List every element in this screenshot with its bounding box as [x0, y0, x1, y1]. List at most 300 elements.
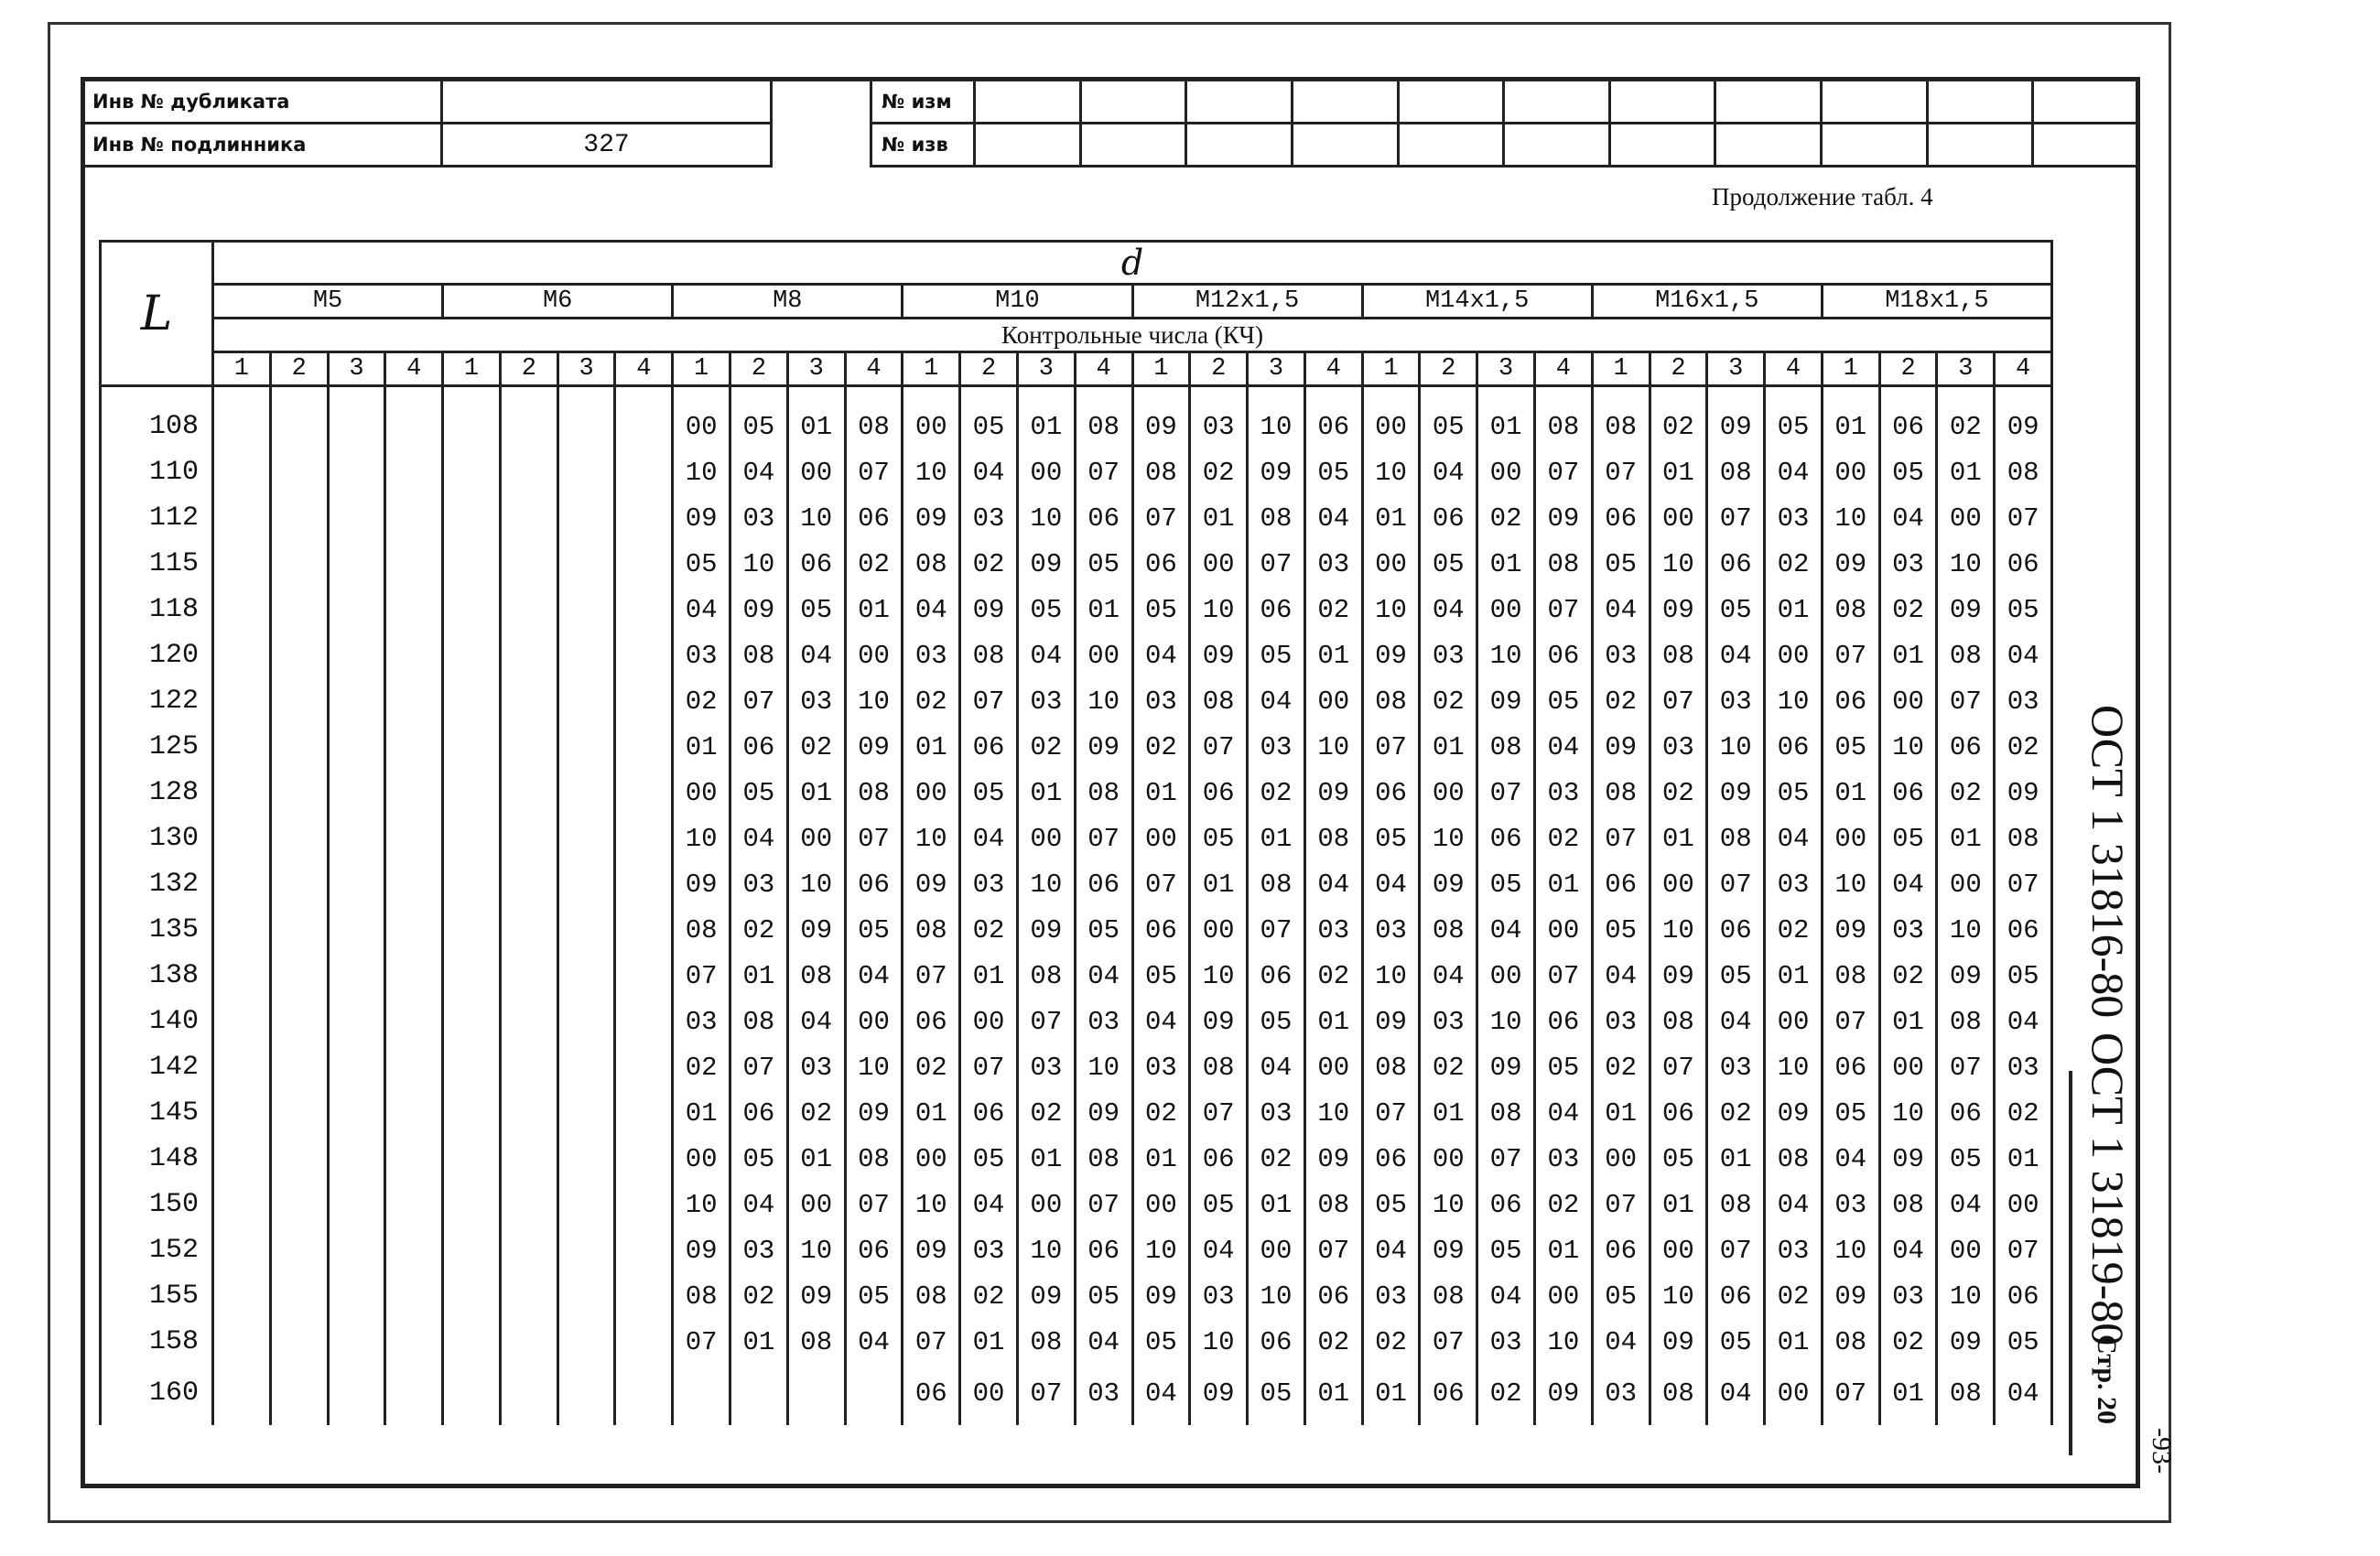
control-number-cell [270, 770, 328, 816]
control-number-cell: 09 [960, 587, 1018, 632]
control-number-cell: 05 [1592, 907, 1650, 953]
control-number-cell: 01 [1017, 770, 1075, 816]
control-number-cell: 06 [845, 861, 903, 907]
size-header: M6 [443, 285, 673, 319]
size-header: M10 [903, 285, 1132, 319]
control-number-cell: 07 [1075, 1182, 1132, 1227]
row-length-value: 118 [101, 587, 213, 632]
control-number-cell: 00 [903, 386, 960, 450]
control-number-cell: 03 [1132, 678, 1190, 724]
control-number-cell: 10 [1477, 632, 1535, 678]
control-number-cell [213, 1182, 271, 1227]
control-number-cell: 01 [1765, 953, 1823, 999]
control-number-cell: 05 [1017, 587, 1075, 632]
table-row [101, 495, 2052, 541]
control-number-cell: 08 [1304, 816, 1362, 861]
control-number-cell: 10 [1477, 999, 1535, 1044]
control-number-cell [270, 724, 328, 770]
control-number-cell: 09 [1937, 587, 1995, 632]
control-number-cell [500, 1136, 557, 1182]
control-number-cell: 08 [1534, 386, 1592, 450]
subcolumn-header: 2 [960, 352, 1018, 386]
control-number-cell: 02 [1420, 678, 1477, 724]
control-number-cell [385, 816, 443, 861]
control-number-cell: 00 [1937, 495, 1995, 541]
control-number-cell: 08 [1592, 386, 1650, 450]
control-number-cell: 10 [1017, 1227, 1075, 1273]
control-number-cell: 05 [1190, 816, 1248, 861]
control-number-cell: 10 [1248, 386, 1305, 450]
control-number-cell [270, 1090, 328, 1136]
control-number-cell: 03 [1075, 999, 1132, 1044]
control-number-cell [557, 907, 615, 953]
control-number-cell: 02 [1534, 1182, 1592, 1227]
control-number-cell: 02 [1765, 907, 1823, 953]
control-number-cell: 02 [1937, 770, 1995, 816]
control-number-cell [385, 386, 443, 450]
subcolumn-header: 4 [845, 352, 903, 386]
control-number-cell: 03 [1420, 999, 1477, 1044]
control-number-cell: 03 [1592, 1365, 1650, 1425]
control-number-cell: 06 [1248, 953, 1305, 999]
control-number-cell: 02 [1995, 724, 2052, 770]
control-number-cell: 07 [1707, 861, 1765, 907]
control-number-cell: 09 [1075, 724, 1132, 770]
control-number-cell [385, 1365, 443, 1425]
control-number-cell: 02 [845, 541, 903, 587]
control-number-cell: 02 [1592, 678, 1650, 724]
control-number-cell: 00 [787, 816, 845, 861]
control-number-cell: 04 [1362, 1227, 1420, 1273]
control-number-cell: 01 [1879, 632, 1937, 678]
control-number-cell: 08 [730, 632, 788, 678]
control-number-cell: 04 [1248, 1044, 1305, 1090]
control-number-cell [328, 386, 385, 450]
subcolumn-header: 3 [1017, 352, 1075, 386]
table-row [101, 587, 2052, 632]
control-number-cell: 00 [845, 632, 903, 678]
control-number-cell [557, 953, 615, 999]
control-number-cell: 03 [1995, 678, 2052, 724]
control-number-cell: 05 [787, 587, 845, 632]
control-number-cell: 01 [1650, 449, 1707, 495]
control-number-cell: 07 [1650, 1044, 1707, 1090]
control-number-cell: 06 [1420, 1365, 1477, 1425]
control-number-cell: 00 [1937, 1227, 1995, 1273]
control-number-cell: 09 [1592, 724, 1650, 770]
control-number-cell [500, 907, 557, 953]
table-caption: Продолжение табл. 4 [1712, 183, 1933, 211]
control-number-cell: 00 [1132, 1182, 1190, 1227]
control-number-cell: 01 [1765, 1319, 1823, 1365]
control-number-cell [328, 1090, 385, 1136]
control-number-cell: 00 [787, 449, 845, 495]
control-number-cell: 01 [1477, 386, 1535, 450]
control-number-cell: 00 [1822, 816, 1879, 861]
control-number-cell: 00 [1304, 1044, 1362, 1090]
control-number-cell: 04 [1879, 861, 1937, 907]
control-number-cell [385, 1090, 443, 1136]
control-number-cell: 08 [960, 632, 1018, 678]
control-number-cell: 09 [1190, 999, 1248, 1044]
control-number-cell: 06 [1477, 1182, 1535, 1227]
subcolumn-header: 1 [213, 352, 271, 386]
control-number-cell: 06 [787, 541, 845, 587]
control-number-cell: 06 [1075, 495, 1132, 541]
control-number-cell: 08 [1822, 587, 1879, 632]
control-number-cell: 06 [1879, 770, 1937, 816]
control-number-cell: 09 [1248, 449, 1305, 495]
control-number-cell [443, 587, 501, 632]
control-number-cell: 03 [1420, 632, 1477, 678]
control-number-cell: 07 [1362, 724, 1420, 770]
control-number-cell: 02 [960, 541, 1018, 587]
control-number-cell: 04 [1190, 1227, 1248, 1273]
control-number-cell [328, 861, 385, 907]
control-number-cell: 06 [1707, 907, 1765, 953]
row-length-value: 155 [101, 1273, 213, 1319]
control-number-cell: 00 [1017, 1182, 1075, 1227]
table-row [101, 999, 2052, 1044]
control-number-cell: 09 [1362, 999, 1420, 1044]
control-number-cell: 05 [1707, 587, 1765, 632]
control-number-cell [500, 724, 557, 770]
stamp-cell [1504, 81, 1610, 124]
control-number-cell [270, 678, 328, 724]
control-number-cell: 07 [960, 1044, 1018, 1090]
control-number-cell: 05 [1879, 816, 1937, 861]
control-number-cell: 10 [673, 816, 730, 861]
control-number-cell [557, 1227, 615, 1273]
control-number-cell: 02 [960, 1273, 1018, 1319]
control-number-cell [328, 587, 385, 632]
control-number-cell: 08 [1017, 1319, 1075, 1365]
table-row [101, 770, 2052, 816]
control-number-cell: 04 [1765, 449, 1823, 495]
control-number-cell: 07 [673, 1319, 730, 1365]
control-number-cell: 04 [730, 1182, 788, 1227]
control-number-cell: 07 [845, 816, 903, 861]
subcolumn-header: 3 [1937, 352, 1995, 386]
subcolumn-header: 3 [1248, 352, 1305, 386]
control-number-cell: 03 [1017, 678, 1075, 724]
control-number-cell [213, 1365, 271, 1425]
page-label: Стр. 20 [2092, 1334, 2122, 1425]
control-number-cell: 05 [1362, 816, 1420, 861]
control-number-cell [615, 1365, 673, 1425]
control-number-cell: 06 [845, 1227, 903, 1273]
control-number-cell [615, 386, 673, 450]
control-number-cell: 07 [1075, 816, 1132, 861]
control-number-cell: 10 [1650, 541, 1707, 587]
control-number-cell: 09 [1650, 587, 1707, 632]
control-number-cell [213, 1319, 271, 1365]
control-number-cell: 01 [1822, 770, 1879, 816]
stamp-cell [975, 124, 1081, 167]
table-row [101, 1044, 2052, 1090]
control-number-cell [615, 1227, 673, 1273]
control-number-cell [270, 1273, 328, 1319]
control-number-cell [328, 1227, 385, 1273]
control-number-cell: 03 [1362, 907, 1420, 953]
control-number-cell [213, 495, 271, 541]
control-number-cell [328, 724, 385, 770]
control-number-cell [270, 1227, 328, 1273]
control-number-cell [328, 953, 385, 999]
control-number-cell: 03 [1075, 1365, 1132, 1425]
control-number-cell [500, 1182, 557, 1227]
control-number-cell: 10 [673, 1182, 730, 1227]
control-number-cell: 03 [1592, 999, 1650, 1044]
control-number-cell [557, 1273, 615, 1319]
row-length-value: 108 [101, 386, 213, 450]
inv-dup-value [442, 81, 772, 124]
control-number-cell: 04 [960, 1182, 1018, 1227]
control-number-cell [443, 632, 501, 678]
control-number-cell: 05 [1190, 1182, 1248, 1227]
subcolumn-header: 1 [903, 352, 960, 386]
control-number-cell: 03 [1132, 1044, 1190, 1090]
control-number-cell [443, 1044, 501, 1090]
control-number-cell: 08 [1995, 816, 2052, 861]
control-number-cell: 08 [1707, 816, 1765, 861]
control-number-cell: 09 [1822, 541, 1879, 587]
row-length-value: 150 [101, 1182, 213, 1227]
control-number-cell [615, 541, 673, 587]
control-number-cell [385, 1182, 443, 1227]
control-number-cell: 05 [1937, 1136, 1995, 1182]
control-number-cell: 00 [1420, 1136, 1477, 1182]
control-number-cell [615, 999, 673, 1044]
table-row [101, 1273, 2052, 1319]
control-number-cell [385, 495, 443, 541]
control-number-cell: 00 [1017, 449, 1075, 495]
control-number-cell [443, 386, 501, 450]
control-number-cell: 10 [673, 449, 730, 495]
control-number-cell [213, 724, 271, 770]
control-number-cell: 07 [1477, 1136, 1535, 1182]
control-number-cell: 03 [730, 1227, 788, 1273]
side-rule [2069, 1071, 2072, 1455]
control-number-cell: 10 [1420, 1182, 1477, 1227]
control-number-cell: 01 [1477, 541, 1535, 587]
control-number-cell: 05 [1534, 1044, 1592, 1090]
control-number-cell: 01 [1304, 999, 1362, 1044]
control-number-cell: 01 [1190, 495, 1248, 541]
control-number-cell: 05 [960, 386, 1018, 450]
control-number-cell [385, 770, 443, 816]
control-number-cell: 01 [1132, 1136, 1190, 1182]
control-number-cell: 01 [673, 724, 730, 770]
control-number-cell: 06 [1650, 1090, 1707, 1136]
control-number-cell [270, 632, 328, 678]
control-number-cell [557, 587, 615, 632]
control-number-cell: 03 [960, 1227, 1018, 1273]
control-number-cell: 08 [903, 1273, 960, 1319]
control-number-cell: 00 [1190, 907, 1248, 953]
control-number-cell: 08 [1937, 632, 1995, 678]
control-number-cell [328, 541, 385, 587]
control-number-cell [557, 1090, 615, 1136]
control-number-cell: 10 [1822, 1227, 1879, 1273]
subcolumn-header: 3 [557, 352, 615, 386]
control-number-cell: 08 [1822, 1319, 1879, 1365]
control-number-cell: 05 [730, 770, 788, 816]
control-number-cell: 10 [1075, 1044, 1132, 1090]
control-number-cell: 04 [1420, 449, 1477, 495]
control-number-cell: 10 [845, 678, 903, 724]
control-number-cell: 03 [1534, 1136, 1592, 1182]
control-number-cell: 10 [1017, 495, 1075, 541]
control-number-cell [557, 541, 615, 587]
control-number-cell: 03 [673, 632, 730, 678]
control-number-cell: 08 [1190, 1044, 1248, 1090]
control-number-cell [443, 907, 501, 953]
control-number-cell [385, 449, 443, 495]
control-number-cell: 08 [903, 541, 960, 587]
control-number-cell: 09 [1937, 1319, 1995, 1365]
control-number-cell: 07 [1995, 861, 2052, 907]
control-number-cell: 00 [1248, 1227, 1305, 1273]
control-number-cell [270, 1365, 328, 1425]
control-number-cell: 10 [1879, 724, 1937, 770]
control-number-cell: 01 [1304, 632, 1362, 678]
control-number-cell [213, 1273, 271, 1319]
control-number-cell: 08 [1592, 770, 1650, 816]
control-number-cell [270, 1319, 328, 1365]
control-number-cell: 10 [1190, 587, 1248, 632]
row-length-value: 152 [101, 1227, 213, 1273]
control-number-cell: 02 [1132, 724, 1190, 770]
control-number-cell: 00 [1362, 541, 1420, 587]
control-number-cell: 09 [1707, 770, 1765, 816]
row-length-value: 110 [101, 449, 213, 495]
control-number-cell [500, 632, 557, 678]
control-number-cell: 06 [1248, 587, 1305, 632]
control-number-cell: 09 [1822, 907, 1879, 953]
control-number-cell: 10 [1765, 1044, 1823, 1090]
row-length-value: 128 [101, 770, 213, 816]
control-number-cell [557, 678, 615, 724]
control-number-cell [385, 1136, 443, 1182]
subcolumn-header-row [101, 352, 2052, 386]
control-number-cell: 00 [1765, 1365, 1823, 1425]
control-number-cell: 09 [903, 1227, 960, 1273]
d-header: d [213, 242, 2052, 285]
control-number-cell: 10 [903, 816, 960, 861]
table-row [101, 1090, 2052, 1136]
control-number-cell: 04 [1304, 861, 1362, 907]
control-number-cell [213, 953, 271, 999]
control-number-cell: 09 [1420, 1227, 1477, 1273]
control-number-cell: 02 [960, 907, 1018, 953]
control-number-cell: 04 [1420, 587, 1477, 632]
control-number-cell: 07 [730, 678, 788, 724]
control-number-cell: 07 [1477, 770, 1535, 816]
control-number-cell [443, 449, 501, 495]
control-number-cell [213, 449, 271, 495]
control-number-cell: 01 [1075, 587, 1132, 632]
control-number-cell: 10 [787, 495, 845, 541]
control-number-cell: 01 [1132, 770, 1190, 816]
control-number-cell: 06 [1075, 1227, 1132, 1273]
control-number-cell [615, 1273, 673, 1319]
control-number-cell [213, 632, 271, 678]
control-number-cell [615, 495, 673, 541]
control-number-cell: 04 [960, 816, 1018, 861]
control-number-cell: 10 [1822, 861, 1879, 907]
control-number-cell: 03 [1017, 1044, 1075, 1090]
control-number-cell [443, 999, 501, 1044]
control-number-cell: 10 [1937, 1273, 1995, 1319]
control-number-cell: 03 [1822, 1182, 1879, 1227]
control-number-cell: 05 [1075, 541, 1132, 587]
control-number-cell: 10 [1534, 1319, 1592, 1365]
control-number-cell: 10 [903, 1182, 960, 1227]
control-number-cell: 04 [1592, 587, 1650, 632]
control-number-cell: 04 [1362, 861, 1420, 907]
control-number-cell: 06 [1995, 1273, 2052, 1319]
control-number-cell [443, 816, 501, 861]
control-number-cell [328, 816, 385, 861]
size-header: M8 [673, 285, 903, 319]
control-number-cell: 04 [1995, 1365, 2052, 1425]
control-number-cell: 04 [1592, 953, 1650, 999]
control-number-cell: 09 [1477, 1044, 1535, 1090]
control-number-cell: 07 [1190, 1090, 1248, 1136]
control-number-cell: 09 [1017, 907, 1075, 953]
control-number-cell: 06 [1132, 541, 1190, 587]
control-number-cell: 01 [1707, 1136, 1765, 1182]
control-number-cell: 04 [1765, 1182, 1823, 1227]
control-number-cell [557, 770, 615, 816]
control-number-cell [615, 1182, 673, 1227]
control-number-cell: 05 [1248, 632, 1305, 678]
control-number-cell [443, 770, 501, 816]
table-row [101, 632, 2052, 678]
control-number-cell [385, 907, 443, 953]
row-length-value: 120 [101, 632, 213, 678]
control-number-cell [500, 999, 557, 1044]
control-number-cell: 04 [1477, 907, 1535, 953]
control-number-cell [385, 953, 443, 999]
control-number-cell: 09 [1190, 1365, 1248, 1425]
table-row [101, 386, 2052, 450]
control-number-cell [385, 632, 443, 678]
control-number-cell [328, 449, 385, 495]
control-number-cell: 08 [903, 907, 960, 953]
control-number-cell: 00 [1190, 541, 1248, 587]
control-number-cell: 00 [1592, 1136, 1650, 1182]
control-number-cell: 09 [1879, 1136, 1937, 1182]
standard-number-1: ОСТ 1 31816-80 [2082, 705, 2134, 1019]
control-number-cell: 08 [1190, 678, 1248, 724]
control-number-cell: 06 [1995, 907, 2052, 953]
control-number-cell: 10 [1248, 1273, 1305, 1319]
control-number-cell: 07 [1592, 1182, 1650, 1227]
control-number-cell: 04 [1304, 495, 1362, 541]
control-number-cell: 03 [1592, 632, 1650, 678]
control-number-cell: 06 [1822, 678, 1879, 724]
control-number-cell [328, 1136, 385, 1182]
control-number-cell: 09 [845, 1090, 903, 1136]
subcolumn-header: 2 [500, 352, 557, 386]
control-number-cell [443, 724, 501, 770]
control-number-cell: 08 [845, 386, 903, 450]
control-number-cell [213, 386, 271, 450]
control-number-cell [328, 1365, 385, 1425]
stamp-cell [2033, 81, 2139, 124]
